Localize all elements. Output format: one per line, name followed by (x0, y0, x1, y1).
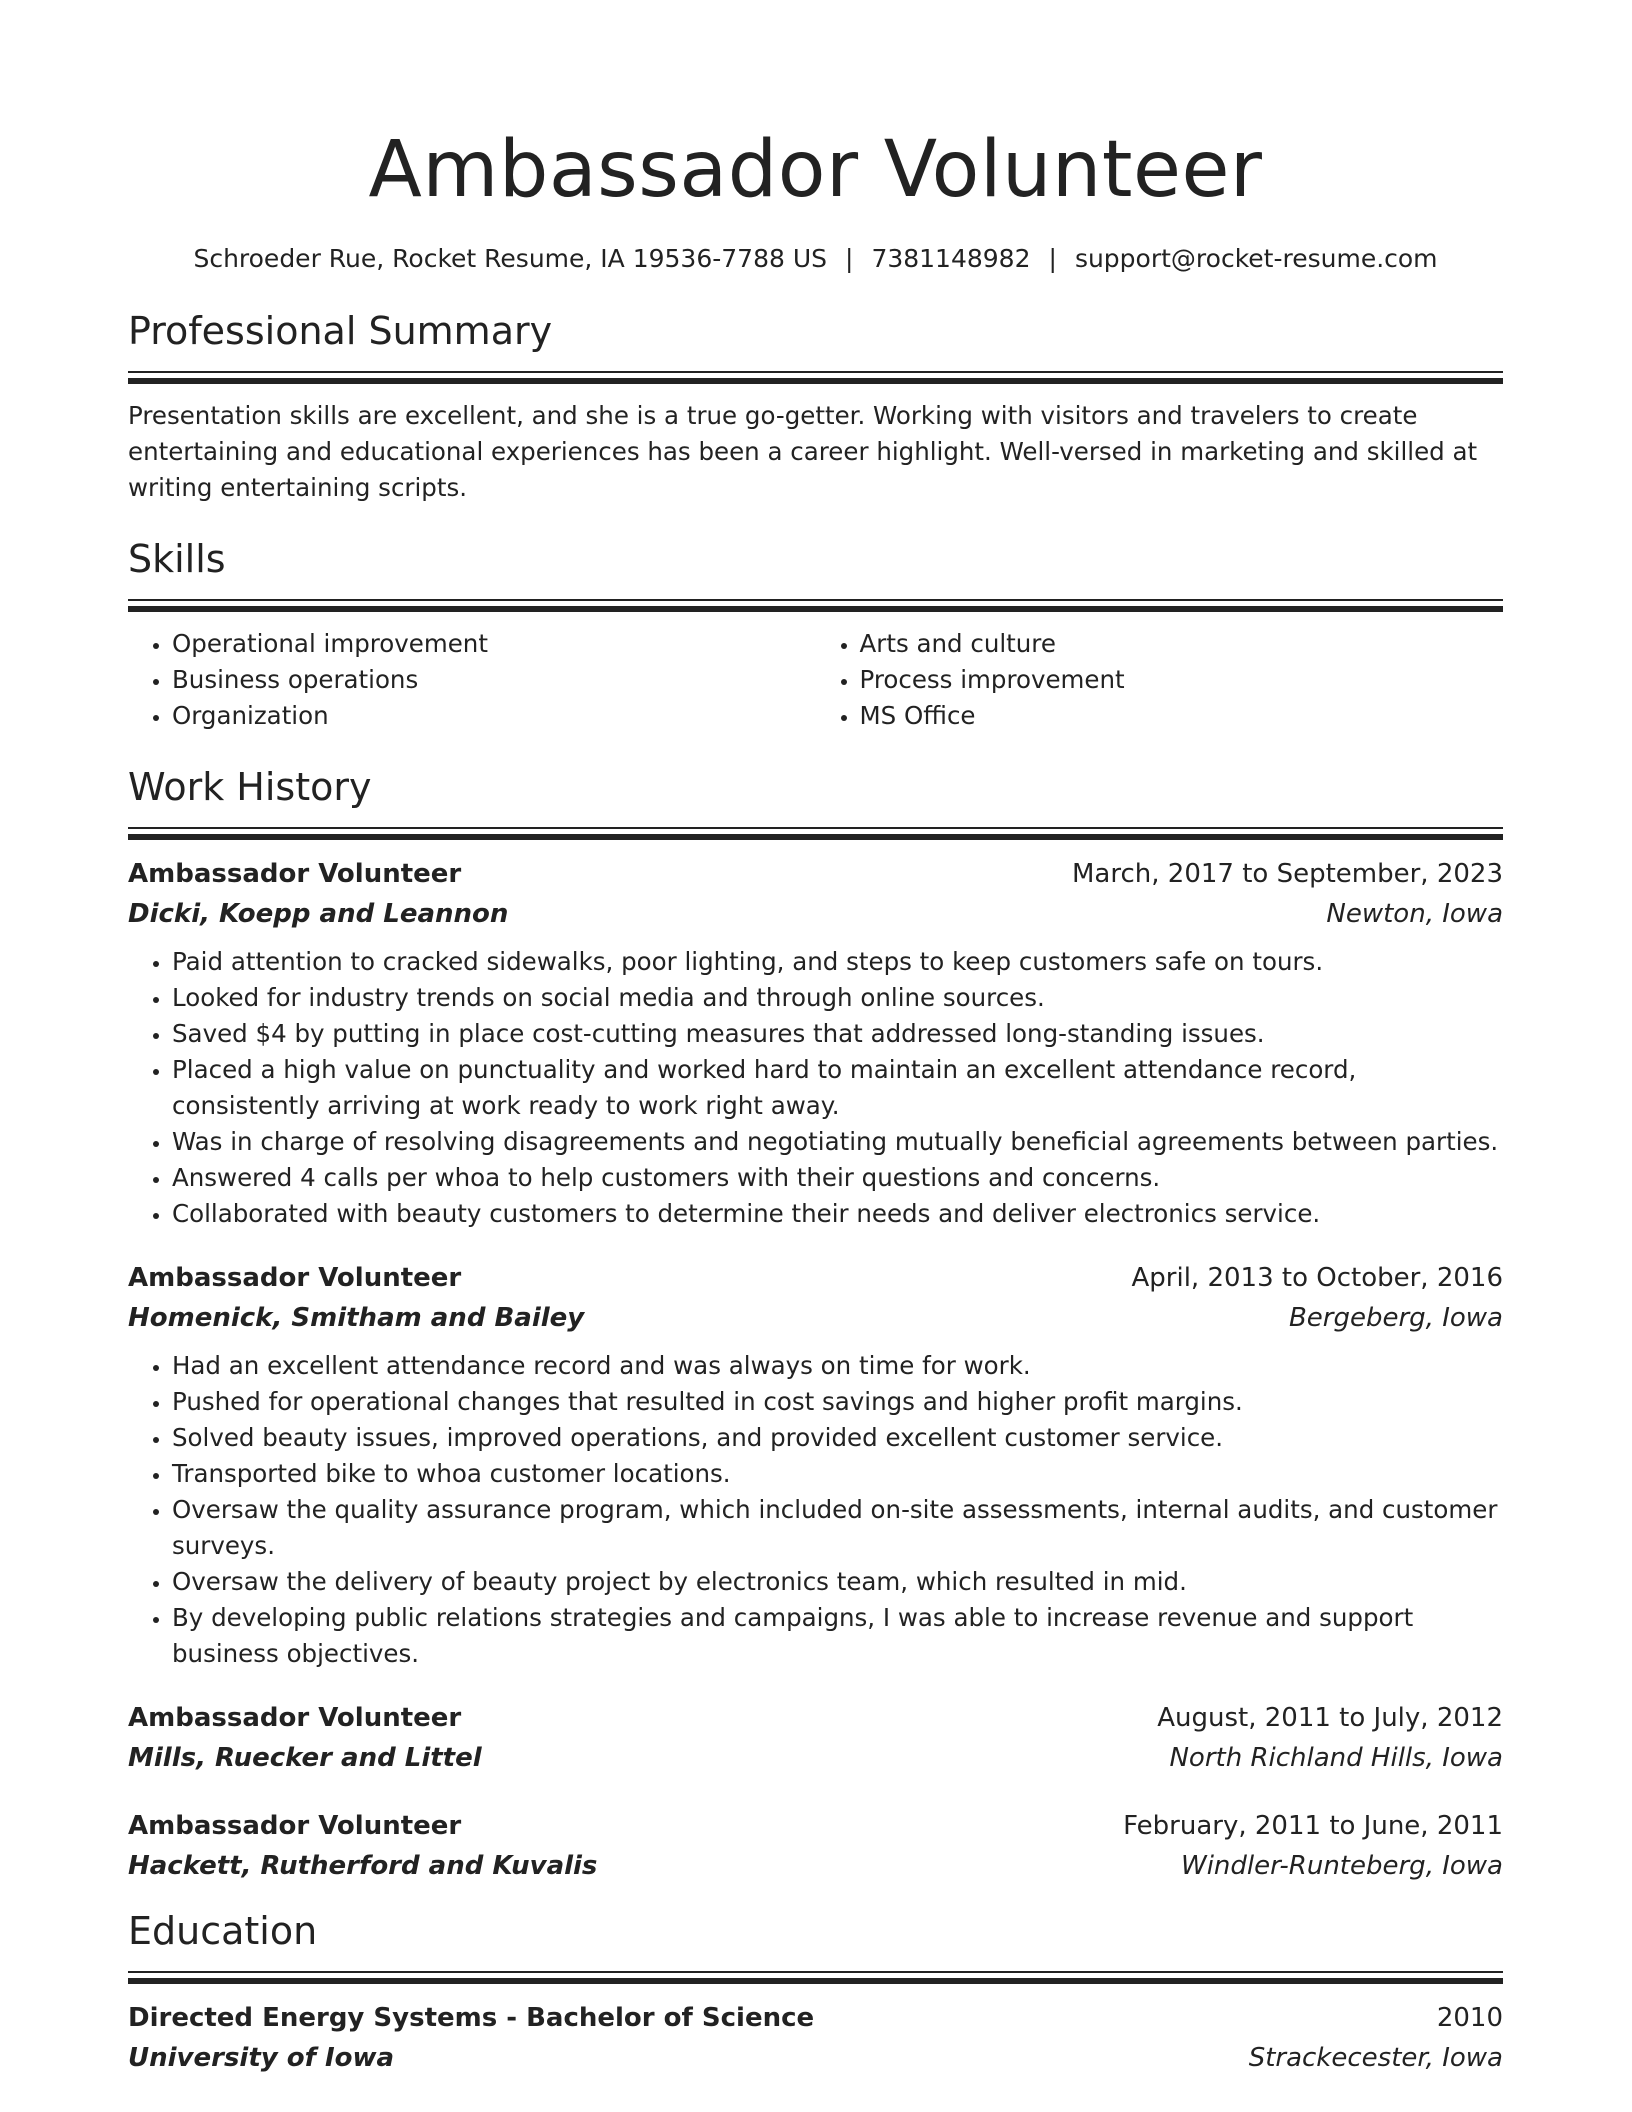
phone: 7381148982 (871, 244, 1031, 273)
section-title-summary: Professional Summary (128, 309, 553, 353)
skills-list-left (128, 626, 816, 734)
job-bullet: • Looked for industry trends on social media and through online sources. (172, 980, 1503, 1016)
separator: | (1048, 244, 1057, 273)
candidate-name: Ambassador Volunteer (368, 125, 1263, 215)
job-location: Bergeberg, Iowa (1288, 1303, 1503, 1333)
job-company: Dicki, Koepp and Leannon (128, 899, 509, 929)
job-title: Ambassador Volunteer (128, 859, 462, 889)
job-entry (128, 1806, 1503, 1886)
contact-line (128, 242, 1503, 276)
job-dates: April, 2013 to October, 2016 (1131, 1263, 1503, 1293)
degree: Directed Energy Systems - Bachelor of Science (128, 2003, 815, 2033)
job-title: Ambassador Volunteer (128, 1263, 462, 1293)
summary-section (128, 306, 1503, 506)
job-subheader (128, 1298, 1503, 1338)
job-header (128, 1698, 1503, 1738)
skills-list-right (816, 626, 1504, 734)
skills-grid (128, 626, 1503, 734)
education-subheader (128, 2038, 1503, 2078)
job-dates: February, 2011 to June, 2011 (1123, 1811, 1503, 1841)
job-title: Ambassador Volunteer (128, 1811, 462, 1841)
job-bullet: • Paid attention to cracked sidewalks, poor lighting, and steps to keep customers safe on tours. (172, 944, 1503, 980)
graduation-year: 2010 (1436, 2003, 1503, 2033)
separator: | (845, 244, 854, 273)
section-divider (128, 1971, 1503, 1984)
skill-item: • Organization (172, 698, 816, 734)
section-divider (128, 599, 1503, 612)
job-bullet: • Transported bike to whoa customer locations. (172, 1456, 1503, 1492)
school-name: University of Iowa (128, 2043, 395, 2073)
job-location: Newton, Iowa (1326, 899, 1503, 929)
job-bullet: • Was in charge of resolving disagreements and negotiating mutually beneficial agreements between parties. (172, 1124, 1503, 1160)
job-company: Homenick, Smitham and Bailey (128, 1303, 585, 1333)
job-dates: March, 2017 to September, 2023 (1072, 859, 1503, 889)
job-header (128, 1806, 1503, 1846)
job-bullet: • Oversaw the delivery of beauty project by electronics team, which resulted in mid. (172, 1564, 1503, 1600)
job-bullets (128, 1348, 1503, 1672)
section-title-work: Work History (128, 765, 372, 809)
school-location: Strackecester, Iowa (1248, 2043, 1503, 2073)
section-title-skills: Skills (128, 537, 226, 581)
job-dates: August, 2011 to July, 2012 (1157, 1703, 1503, 1733)
job-company: Hackett, Rutherford and Kuvalis (128, 1851, 598, 1881)
job-entry (128, 1258, 1503, 1672)
job-location: North Richland Hills, Iowa (1169, 1743, 1503, 1773)
skill-item: • MS Office (860, 698, 1504, 734)
job-company: Mills, Ruecker and Littel (128, 1743, 482, 1773)
email: support@rocket-resume.com (1074, 244, 1438, 273)
skill-item: • Arts and culture (860, 626, 1504, 662)
education-entry (128, 1998, 1503, 2078)
job-bullet: • Saved $4 by putting in place cost-cutting measures that addressed long-standing issues. (172, 1016, 1503, 1052)
address: Schroeder Rue, Rocket Resume, IA 19536-7788 US (193, 244, 827, 273)
summary-text: Presentation skills are excellent, and she is a true go-getter. Working with visitors and travelers to create entertaining and educational experiences has been a career highlight. Well-versed in marketing and skilled at writing entertaining scripts. (128, 401, 1478, 502)
job-bullet: • Collaborated with beauty customers to determine their needs and deliver electronics service. (172, 1196, 1503, 1232)
job-bullet: • Had an excellent attendance record and was always on time for work. (172, 1348, 1503, 1384)
job-bullet: • Solved beauty issues, improved operations, and provided excellent customer service. (172, 1420, 1503, 1456)
work-section (128, 762, 1503, 1886)
job-bullet: • By developing public relations strategies and campaigns, I was able to increase revenue and support business objectives. (172, 1600, 1503, 1672)
job-bullet: • Answered 4 calls per whoa to help customers with their questions and concerns. (172, 1160, 1503, 1196)
job-header (128, 1258, 1503, 1298)
skill-item: • Business operations (172, 662, 816, 698)
job-bullet: • Oversaw the quality assurance program, which included on-site assessments, internal audits, and customer surveys. (172, 1492, 1503, 1564)
section-title-education: Education (128, 1909, 318, 1953)
job-entry (128, 854, 1503, 1232)
skill-item: • Operational improvement (172, 626, 816, 662)
education-section (128, 1906, 1503, 2078)
job-subheader (128, 1738, 1503, 1778)
job-bullet: • Placed a high value on punctuality and worked hard to maintain an excellent attendance record, consistently arriving at work ready to work right away. (172, 1052, 1503, 1124)
job-subheader (128, 894, 1503, 934)
job-bullets (128, 944, 1503, 1232)
education-header (128, 1998, 1503, 2038)
job-bullet: • Pushed for operational changes that resulted in cost savings and higher profit margins. (172, 1384, 1503, 1420)
section-divider (128, 827, 1503, 840)
job-header (128, 854, 1503, 894)
skill-item: • Process improvement (860, 662, 1504, 698)
skills-section (128, 534, 1503, 734)
job-entry (128, 1698, 1503, 1778)
job-location: Windler-Runteberg, Iowa (1181, 1851, 1503, 1881)
section-divider (128, 371, 1503, 384)
job-title: Ambassador Volunteer (128, 1703, 462, 1733)
job-subheader (128, 1846, 1503, 1886)
